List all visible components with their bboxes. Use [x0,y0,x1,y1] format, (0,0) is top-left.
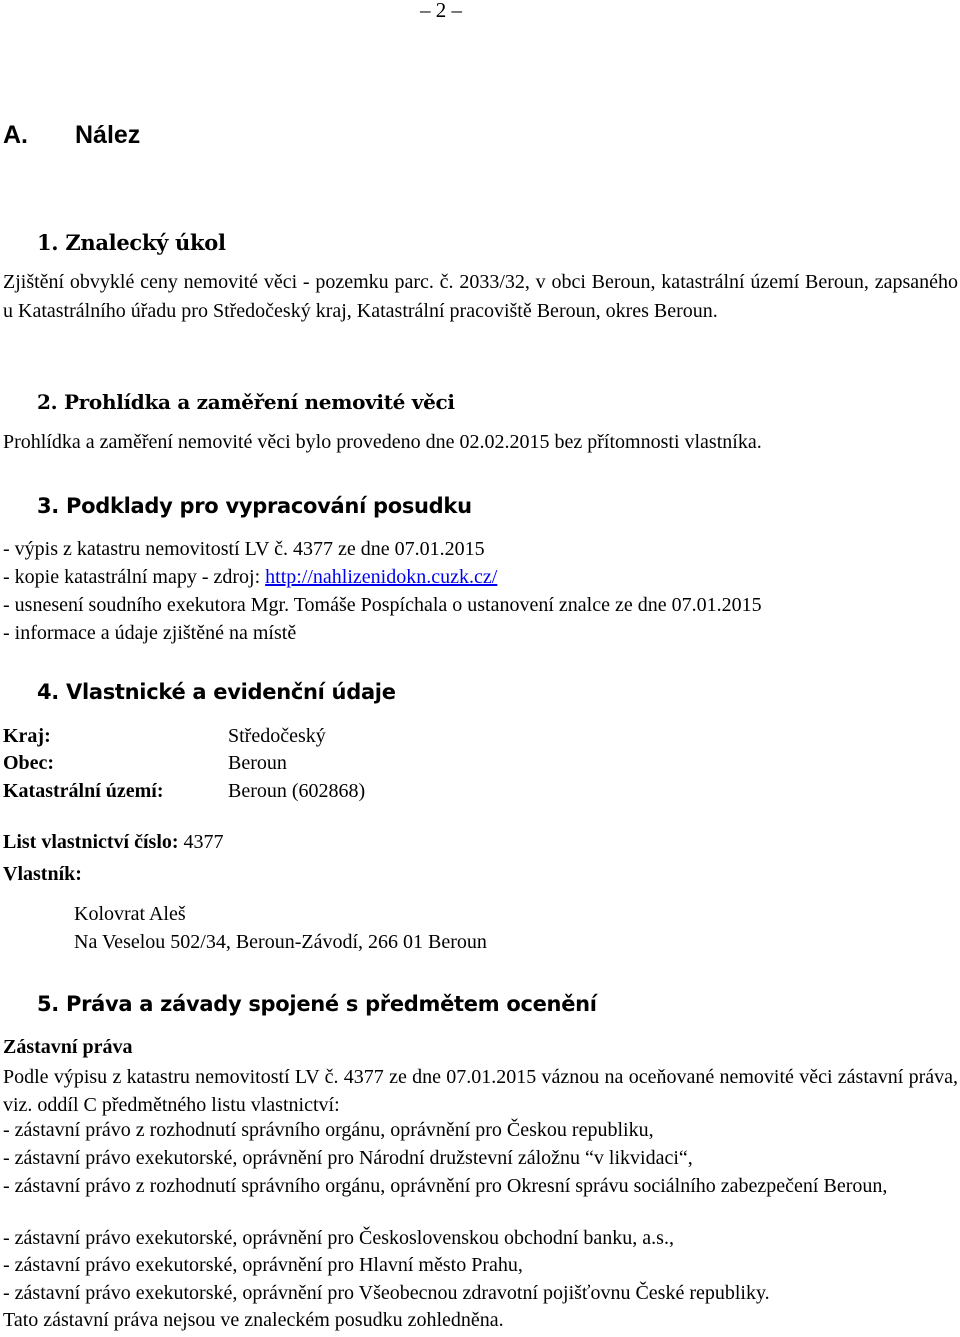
part-heading [3,121,140,150]
info-row [3,780,365,803]
lv-label: List vlastnictví číslo: [3,831,179,853]
section-3-heading: 3. Podklady pro vypracování posudku [37,494,472,518]
part-letter: A. [3,121,28,149]
lv-value: 4377 [183,831,224,853]
info-label: Obec: [3,752,55,774]
source-item-label: - kopie katastrální mapy - zdroj: [3,566,266,588]
info-label: Kraj: [3,725,51,747]
owner-name: Kolovrat Aleš [74,903,186,925]
lv-row [3,831,224,854]
section-2-heading: 2. Prohlídka a zaměření nemovité věci [37,390,455,414]
source-item: - usnesení soudního exekutora Mgr. Tomáše Pospíchala o ustanovení znalce ze dne 07.01.2015 [3,594,762,616]
lien-item: - zástavní právo z rozhodnutí správního orgánu, oprávnění pro Okresní správu sociálního zabezpečení Beroun, [3,1175,888,1197]
liens-intro: Podle výpisu z katastru nemovitostí LV č. 4377 ze dne 07.01.2015 váznou na oceňované nemovité věci zástavní práva, viz. oddíl C předmětného listu vlastnictví: [3,1066,958,1116]
owner-address: Na Veselou 502/34, Beroun-Závodí, 266 01 Beroun [74,931,487,953]
liens-subheading: Zástavní práva [3,1036,133,1058]
info-label: Katastrální území: [3,780,164,802]
source-link[interactable]: http://nahlizenidokn.cuzk.cz/ [265,566,498,588]
source-item [3,566,497,589]
lien-item: - zástavní právo z rozhodnutí správního orgánu, oprávnění pro Českou republiku, [3,1119,654,1141]
section-4-heading: 4. Vlastnické a evidenční údaje [37,680,396,704]
info-row [3,752,287,775]
lien-item: - zástavní právo exekutorské, oprávnění pro Československou obchodní banku, a.s., [3,1227,674,1249]
lien-item: - zástavní právo exekutorské, oprávnění pro Všeobecnou zdravotní pojišťovnu České republiky. [3,1282,770,1304]
lien-item: - zástavní právo exekutorské, oprávnění pro Hlavní město Prahu, [3,1254,523,1276]
section-5-heading: 5. Práva a závady spojené s předmětem ocenění [37,992,597,1016]
info-row [3,725,326,748]
source-item: - výpis z katastru nemovitostí LV č. 4377 ze dne 07.01.2015 [3,538,485,560]
lien-item: - zástavní právo exekutorské, oprávnění pro Národní družstevní záložnu “v likvidaci“, [3,1147,693,1169]
section-1-heading: 1. Znalecký úkol [37,230,226,255]
section-2-text: Prohlídka a zaměření nemovité věci bylo provedeno dne 02.02.2015 bez přítomnosti vlastníka. [3,431,762,453]
owner-label: Vlastník: [3,863,82,885]
info-value: Beroun (602868) [228,780,366,802]
section-1-text: Zjištění obvyklé ceny nemovité věci - pozemku parc. č. 2033/32, v obci Beroun, katastrální území Beroun, zapsaného u Katastrálního úřadu pro Středočeský kraj, Katastrální pracoviště Beroun, okres Beroun. [3,271,958,322]
liens-closing: Tato zástavní práva nejsou ve znaleckém posudku zohledněna. [3,1309,504,1331]
info-value: Beroun [228,752,287,774]
part-title: Nález [75,121,141,149]
page-number: – 2 – [420,0,462,22]
source-item: - informace a údaje zjištěné na místě [3,622,297,644]
info-value: Středočeský [228,725,326,747]
